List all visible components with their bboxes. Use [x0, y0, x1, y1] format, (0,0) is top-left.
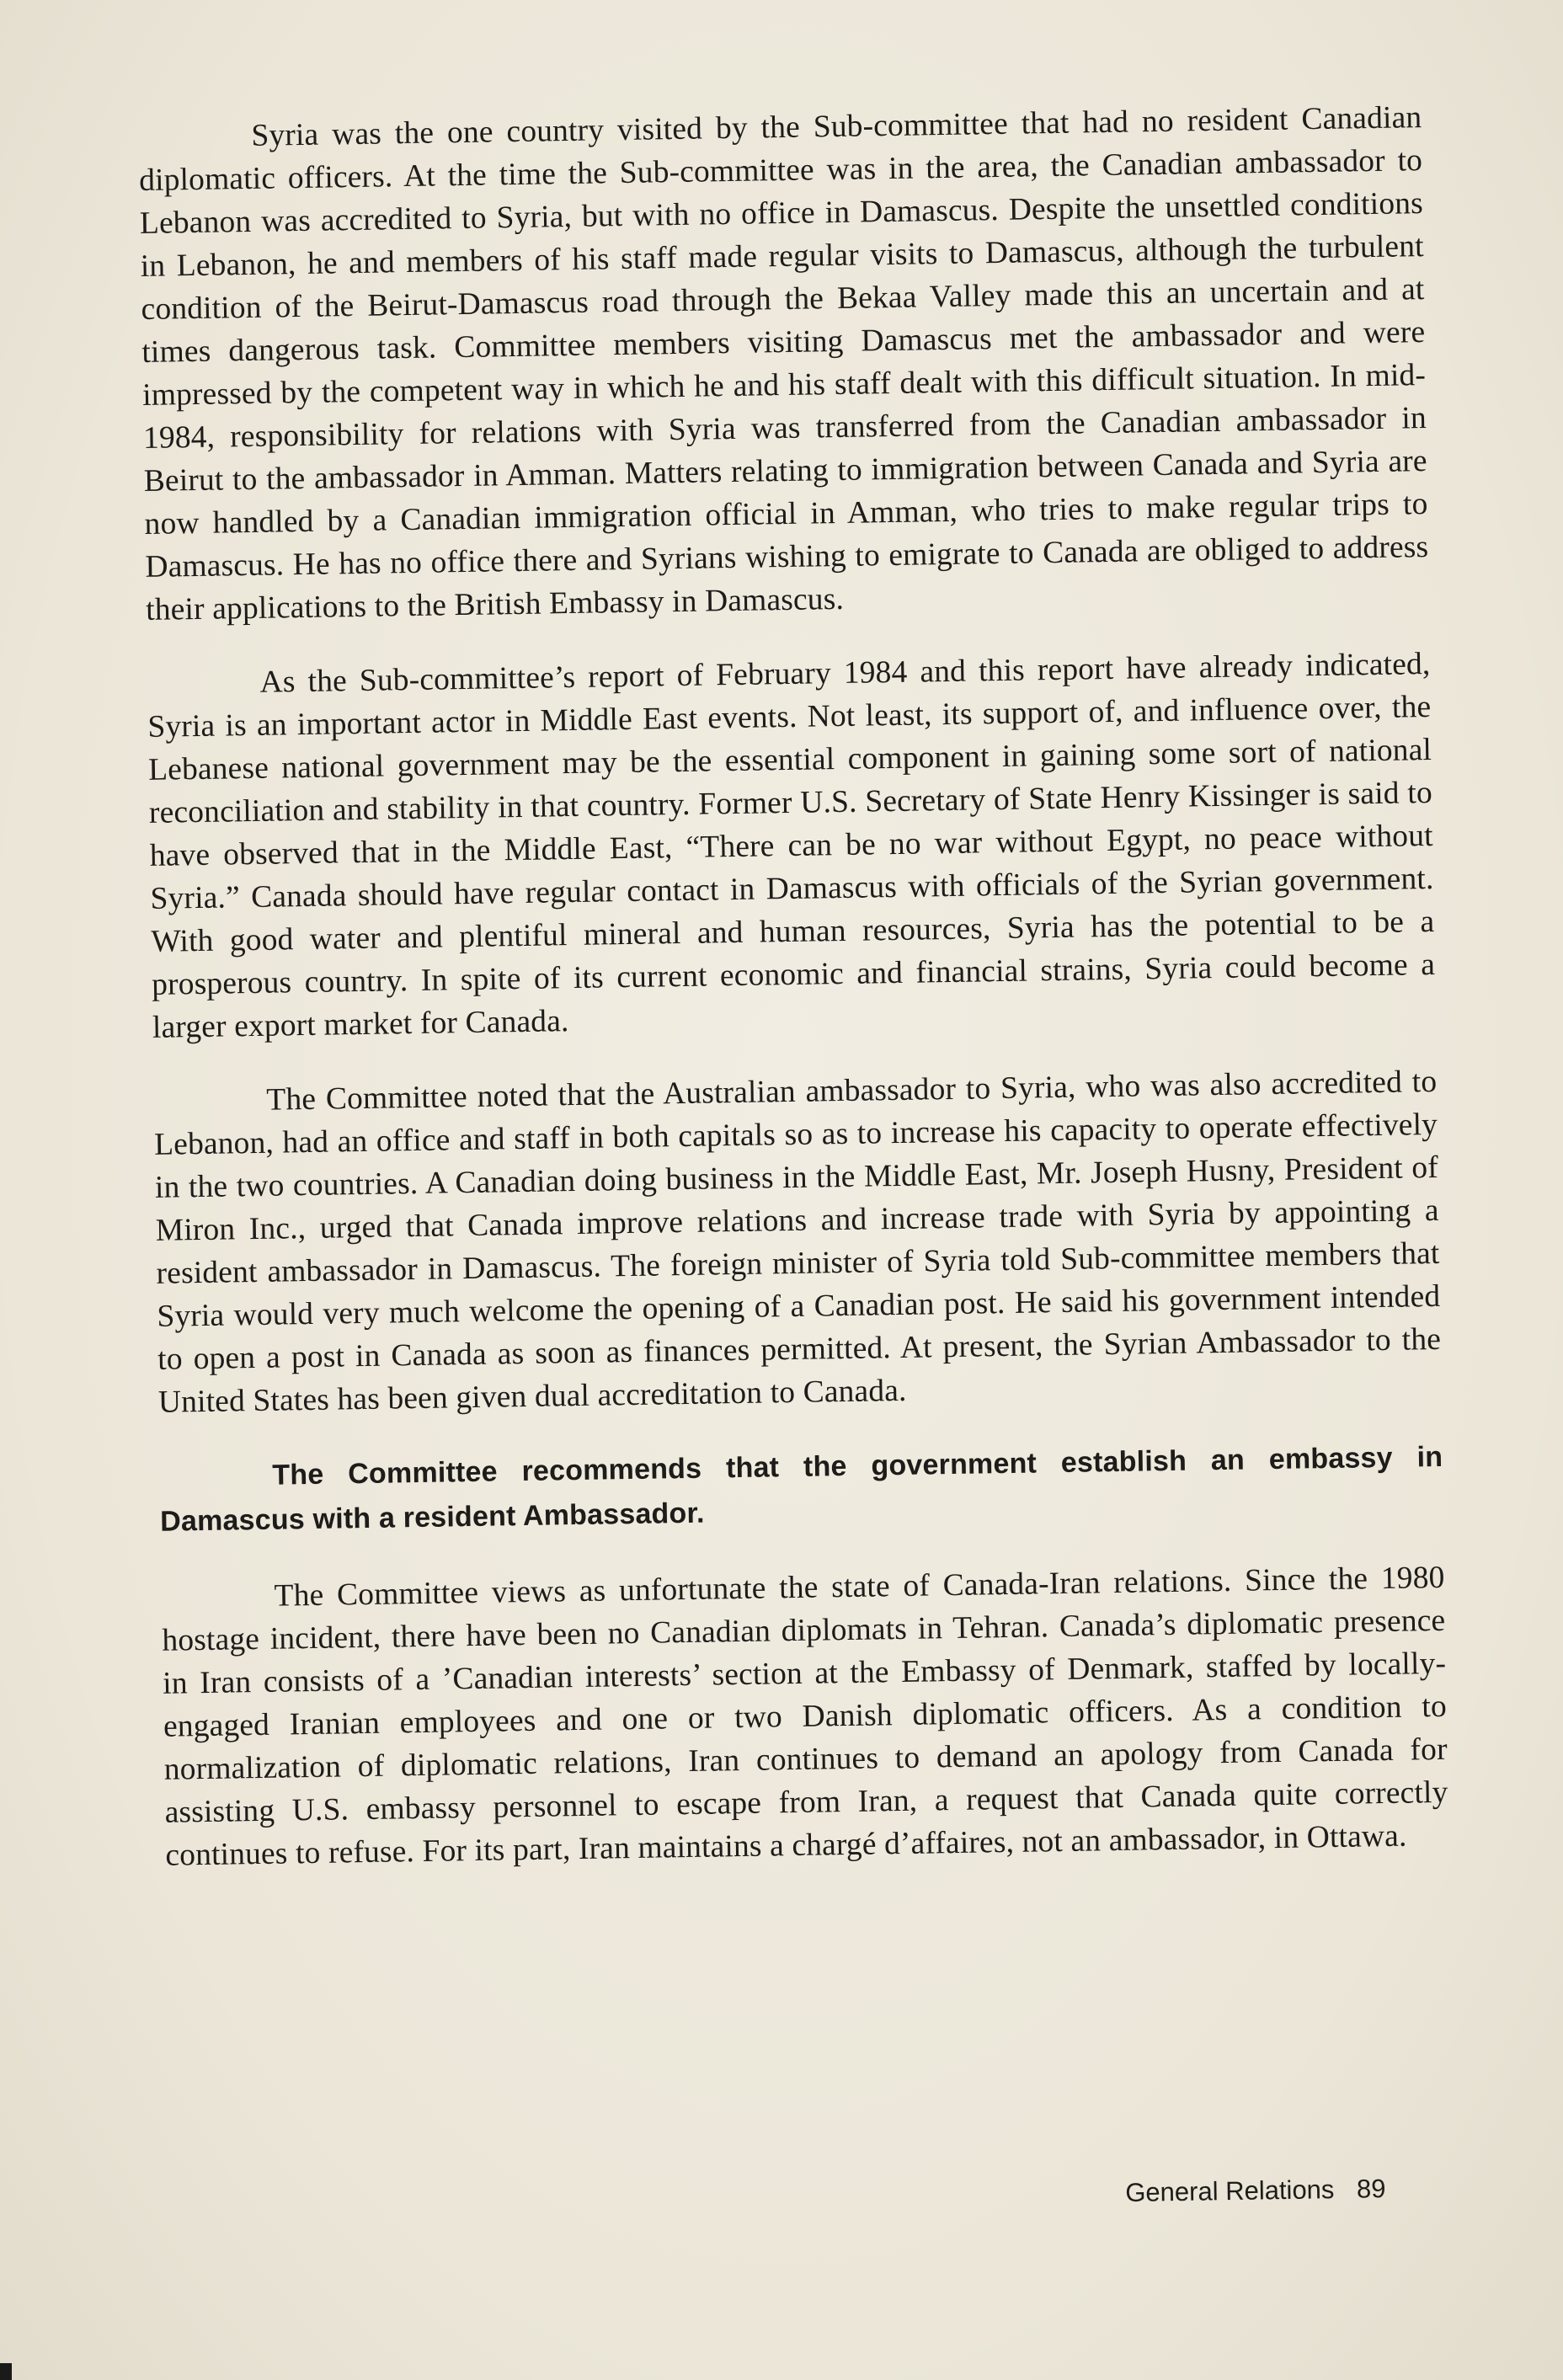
paragraph-australian-comparison: The Committee noted that the Australian ambassador to Syria, who was also accredited to Lebanon, had an office and staff in both capitals so as to increase his capacity to operate effectively in the two countries. A Canadian doing business in the Middle East, Mr. Joseph Husny, President of Miron Inc., urged that Canada improve relations and increase trade with Syria by appointing a resident ambassador in Damascus. The foreign minister of Syria told Sub-committee members that Syria would very much welcome the opening of a Canadian post. He said his government intended to open a post in Canada as soon as finances permitted. At present, the Syrian Ambassador to the United States has been given dual accreditation to Canada. [153, 1064, 1442, 1420]
footer-section-title: General Relations [1125, 2175, 1335, 2207]
paragraph-syria-importance: As the Sub-committee’s report of February 1984 and this report have already indicated, Syria is an important actor in Middle East events. Not least, its support of, and influence over, the Lebanese national government may be the essential component in gaining some sort of national reconciliation and stability in that country. Former U.S. Secretary of State Henry Kissinger is said to have observed that in the Middle East, “There can be no war without Egypt, no peace without Syria.” Canada should have regular contact in Damascus with officials of the Syrian government. With good water and plentiful mineral and human resources, Syria has the potential to be a prosperous country. In spite of its current economic and financial strains, Syria could become a larger export market for Canada. [147, 646, 1436, 1045]
paragraph-canada-iran: The Committee views as unfortunate the state of Canada-Iran relations. Since the 1980 hostage incident, there have been no Canadian diplomats in Tehran. Canada’s diplomatic presence in Iran consists of a ’Canadian interests’ section at the Embassy of Denmark, staffed by locally-engaged Iranian employees and one or two Danish diplomatic officers. As a condition to normalization of diplomatic relations, Iran continues to demand an apology from Canada for assisting U.S. embassy personnel to escape from Iran, a request that Canada quite correctly continues to refuse. For its part, Iran maintains a chargé d’affaires, not an ambassador, in Ottawa. [162, 1560, 1448, 1873]
paragraph-syria-representation: Syria was the one country visited by the Sub-committee that had no resident Canadian diplomatic officers. At the time the Sub-committee was in the area, the Canadian ambassador to Lebanon was accredited to Syria, but with no office in Damascus. Despite the unsettled conditions in Lebanon, he and members of his staff made regular visits to Damascus, although the turbulent condition of the Beirut-Damascus road through the Bekaa Valley made this an uncertain and at times dangerous task. Committee members visiting Damascus met the ambassador and were impressed by the competent way in which he and his staff dealt with this difficult situation. In mid-1984, responsibility for relations with Syria was transferred from the Canadian ambassador in Beirut to the ambassador in Amman. Matters relating to immigration between Canada and Syria are now handled by a Canadian immigration official in Amman, who tries to make regular trips to Damascus. He has no office there and Syrians wishing to emigrate to Canada are obliged to address their applications to the British Embassy in Damascus. [138, 100, 1429, 627]
page-footer [1125, 2174, 1386, 2208]
page-number: 89 [1356, 2174, 1386, 2204]
scan-corner-mark [0, 2363, 12, 2380]
body-text [138, 96, 1449, 1908]
recommendation-text: The Committee recommends that the government establish an embassy in Damascus with a resident Ambassador. [159, 1440, 1443, 1538]
